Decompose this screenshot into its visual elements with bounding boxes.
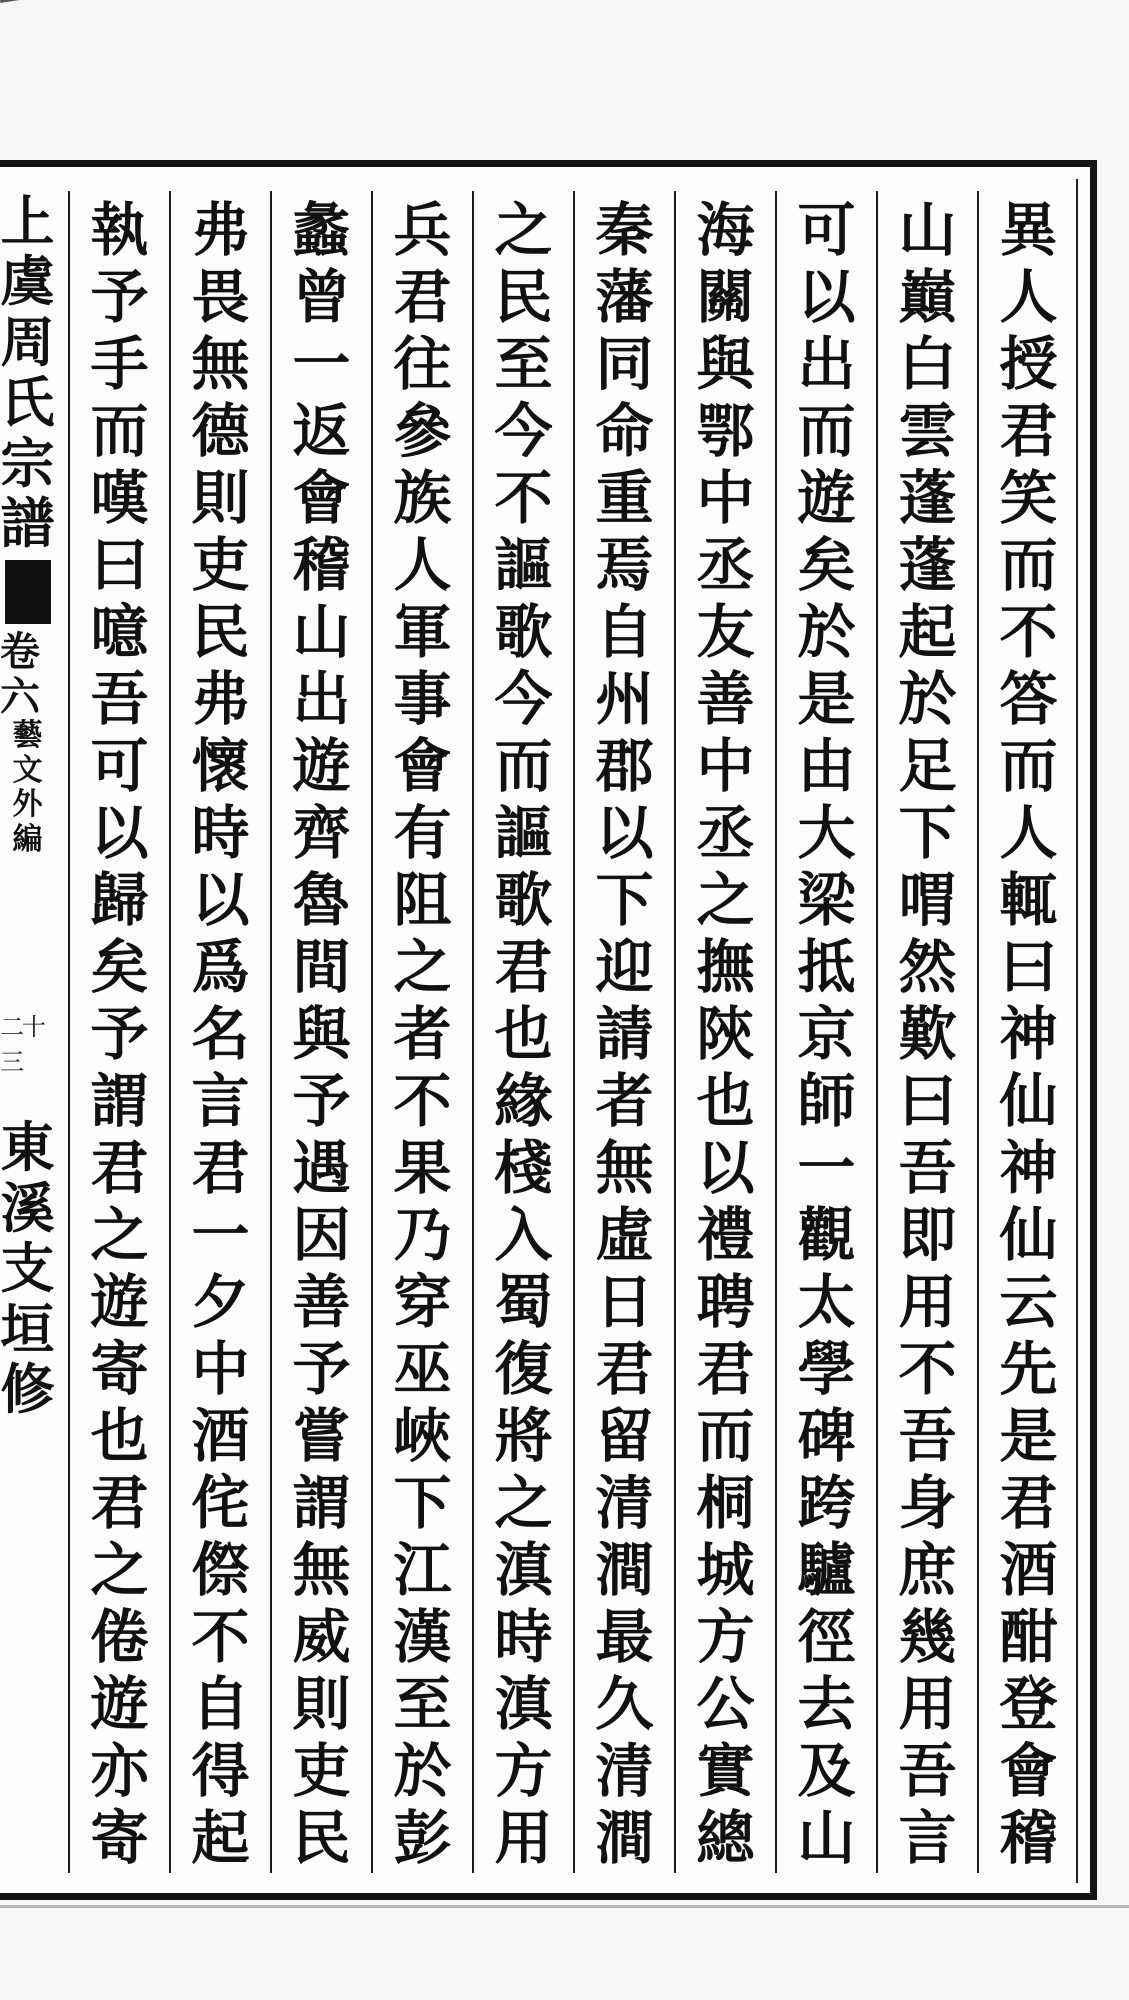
glyph: 予 (292, 1067, 351, 1135)
margin-column (0, 191, 55, 1873)
glyph: 君 (393, 263, 452, 331)
glyph: 吾 (898, 1737, 957, 1805)
glyph: 實 (696, 1737, 755, 1805)
glyph: 丞 (696, 531, 755, 599)
glyph: 巔 (898, 263, 957, 331)
glyph: 用 (898, 1670, 957, 1738)
glyph: 曾 (292, 263, 351, 331)
glyph: 吏 (191, 531, 250, 599)
glyph: 請 (595, 1000, 654, 1068)
glyph: 與 (696, 330, 755, 398)
glyph: 齊 (292, 799, 351, 867)
glyph: 會 (292, 464, 351, 532)
glyph: 藩 (595, 263, 654, 331)
glyph: 噫 (90, 598, 149, 666)
glyph: 跨 (797, 1469, 856, 1537)
glyph: 則 (191, 464, 250, 532)
glyph: 不 (393, 1067, 452, 1135)
glyph: 君 (90, 1469, 149, 1537)
glyph: 云 (999, 1268, 1058, 1336)
glyph: 焉 (595, 531, 654, 599)
glyph: 人 (393, 531, 452, 599)
glyph: 桐 (696, 1469, 755, 1537)
glyph: 之 (494, 1469, 553, 1537)
glyph: 巫 (393, 1335, 452, 1403)
glyph: 學 (797, 1335, 856, 1403)
glyph: 先 (999, 1335, 1058, 1403)
section-label (13, 719, 43, 857)
glyph: 輒 (999, 866, 1058, 934)
glyph: 有 (393, 799, 452, 867)
glyph: 嘆 (90, 464, 149, 532)
glyph: 郡 (595, 732, 654, 800)
glyph: 德 (191, 397, 250, 465)
glyph: 手 (90, 330, 149, 398)
glyph: 稽 (292, 531, 351, 599)
glyph: 抵 (797, 933, 856, 1001)
glyph: 因 (292, 1201, 351, 1269)
page-corner-fold (0, 0, 72, 17)
glyph: 出 (797, 330, 856, 398)
glyph: 滇 (494, 1536, 553, 1604)
glyph: 庶 (898, 1536, 957, 1604)
glyph: 不 (494, 464, 553, 532)
glyph: 倦 (90, 1603, 149, 1671)
hall-name-char: 支 (0, 1236, 55, 1301)
glyph: 與 (292, 1000, 351, 1068)
glyph: 復 (494, 1335, 553, 1403)
glyph: 魯 (292, 866, 351, 934)
glyph: 者 (595, 1067, 654, 1135)
glyph: 中 (696, 464, 755, 532)
glyph: 丞 (696, 799, 755, 867)
glyph: 海 (696, 196, 755, 264)
glyph: 由 (797, 732, 856, 800)
glyph: 予 (90, 263, 149, 331)
glyph: 至 (393, 1670, 452, 1738)
glyph: 謳 (494, 531, 553, 599)
glyph: 曰 (898, 1067, 957, 1135)
glyph: 無 (191, 330, 250, 398)
text-column (270, 191, 371, 1873)
glyph: 身 (898, 1469, 957, 1537)
glyph: 吾 (898, 1134, 957, 1202)
glyph: 事 (393, 665, 452, 733)
text-column (169, 191, 270, 1873)
glyph: 棧 (494, 1134, 553, 1202)
page-frame (0, 160, 1097, 1900)
glyph: 蓬 (898, 531, 957, 599)
glyph: 用 (898, 1268, 957, 1336)
glyph: 而 (999, 531, 1058, 599)
glyph: 可 (90, 732, 149, 800)
glyph: 最 (595, 1603, 654, 1671)
glyph: 君 (90, 1134, 149, 1202)
glyph: 授 (999, 330, 1058, 398)
glyph: 神 (999, 1000, 1058, 1068)
glyph: 用 (494, 1804, 553, 1872)
glyph: 以 (696, 1134, 755, 1202)
glyph: 笑 (999, 464, 1058, 532)
glyph: 去 (797, 1670, 856, 1738)
glyph: 撫 (696, 933, 755, 1001)
glyph: 弗 (191, 665, 250, 733)
glyph: 吾 (898, 1402, 957, 1470)
glyph: 彭 (393, 1804, 452, 1872)
glyph: 酒 (191, 1402, 250, 1470)
glyph: 緣 (494, 1067, 553, 1135)
glyph: 酣 (999, 1603, 1058, 1671)
glyph: 而 (494, 732, 553, 800)
glyph: 遇 (292, 1134, 351, 1202)
glyph: 觀 (797, 1201, 856, 1269)
glyph: 幾 (898, 1603, 957, 1671)
volume-label: 卷六 (0, 627, 40, 720)
glyph: 重 (595, 464, 654, 532)
glyph: 者 (393, 1000, 452, 1068)
glyph: 峽 (393, 1402, 452, 1470)
book-title-char: 氏 (0, 370, 55, 435)
glyph: 蜀 (494, 1268, 553, 1336)
section-char: 編 (12, 821, 43, 857)
glyph: 時 (494, 1603, 553, 1671)
book-title-char: 虞 (0, 249, 55, 314)
glyph: 山 (797, 1804, 856, 1872)
glyph: 穿 (393, 1268, 452, 1336)
glyph: 言 (191, 1067, 250, 1135)
glyph: 清 (595, 1469, 654, 1537)
glyph: 君 (696, 1335, 755, 1403)
text-column (876, 191, 977, 1873)
page-number: 二十三 (0, 1013, 44, 1077)
glyph: 命 (595, 397, 654, 465)
glyph: 爲 (191, 933, 250, 1001)
glyph: 傺 (191, 1536, 250, 1604)
glyph: 喟 (898, 866, 957, 934)
glyph: 澗 (595, 1804, 654, 1872)
glyph: 山 (898, 196, 957, 264)
glyph: 往 (393, 330, 452, 398)
glyph: 一 (191, 1201, 250, 1269)
glyph: 之 (393, 933, 452, 1001)
text-column (775, 191, 876, 1873)
glyph: 之 (696, 866, 755, 934)
glyph: 也 (494, 1000, 553, 1068)
glyph: 梁 (797, 866, 856, 934)
glyph: 民 (292, 1804, 351, 1872)
section-char: 外 (12, 787, 43, 823)
glyph: 以 (595, 799, 654, 867)
glyph: 一 (797, 1134, 856, 1202)
glyph: 族 (393, 464, 452, 532)
glyph: 久 (595, 1670, 654, 1738)
glyph: 民 (191, 598, 250, 666)
glyph: 澗 (595, 1536, 654, 1604)
glyph: 是 (999, 1402, 1058, 1470)
glyph: 曰 (90, 531, 149, 599)
glyph: 謂 (90, 1067, 149, 1135)
fishtail-block (5, 560, 51, 624)
glyph: 果 (393, 1134, 452, 1202)
glyph: 日 (595, 1268, 654, 1336)
glyph: 以 (191, 866, 250, 934)
glyph: 謳 (494, 799, 553, 867)
book-title-char: 上 (0, 191, 55, 253)
glyph: 會 (393, 732, 452, 800)
glyph: 善 (292, 1268, 351, 1336)
hall-name-char: 溪 (0, 1175, 55, 1240)
glyph: 畏 (191, 263, 250, 331)
glyph: 之 (90, 1536, 149, 1604)
glyph: 州 (595, 665, 654, 733)
glyph: 仙 (999, 1201, 1058, 1269)
text-column (472, 191, 573, 1873)
glyph: 足 (898, 732, 957, 800)
glyph: 君 (494, 933, 553, 1001)
glyph: 漢 (393, 1603, 452, 1671)
glyph: 雲 (898, 397, 957, 465)
glyph: 吏 (292, 1737, 351, 1805)
glyph: 而 (797, 397, 856, 465)
glyph: 異 (999, 196, 1058, 264)
glyph: 中 (696, 732, 755, 800)
glyph: 吾 (90, 665, 149, 733)
text-column (573, 191, 674, 1873)
glyph: 山 (292, 598, 351, 666)
glyph: 下 (393, 1469, 452, 1537)
glyph: 弗 (191, 196, 250, 264)
glyph: 言 (898, 1804, 957, 1872)
glyph: 中 (191, 1335, 250, 1403)
glyph: 碑 (797, 1402, 856, 1470)
glyph: 矣 (90, 933, 149, 1001)
glyph: 蠡 (292, 196, 351, 264)
glyph: 神 (999, 1134, 1058, 1202)
glyph: 留 (595, 1402, 654, 1470)
hall-name-char: 垣 (0, 1296, 55, 1361)
glyph: 太 (797, 1268, 856, 1336)
glyph: 無 (595, 1134, 654, 1202)
glyph: 矣 (797, 531, 856, 599)
glyph: 起 (898, 598, 957, 666)
glyph: 兵 (393, 196, 452, 264)
glyph: 方 (696, 1603, 755, 1671)
glyph: 執 (90, 196, 149, 264)
glyph: 參 (393, 397, 452, 465)
glyph: 城 (696, 1536, 755, 1604)
book-title-char: 譜 (0, 491, 55, 556)
glyph: 徑 (797, 1603, 856, 1671)
glyph: 陝 (696, 1000, 755, 1068)
glyph: 歌 (494, 866, 553, 934)
glyph: 得 (191, 1737, 250, 1805)
glyph: 會 (999, 1737, 1058, 1805)
glyph: 白 (898, 330, 957, 398)
text-column (371, 191, 472, 1873)
glyph: 而 (90, 397, 149, 465)
glyph: 夕 (191, 1268, 250, 1336)
glyph: 也 (90, 1402, 149, 1470)
glyph: 於 (393, 1737, 452, 1805)
section-char: 文 (12, 752, 43, 788)
glyph: 將 (494, 1402, 553, 1470)
glyph: 稽 (999, 1804, 1058, 1872)
glyph: 及 (797, 1737, 856, 1805)
glyph: 同 (595, 330, 654, 398)
glyph: 時 (191, 799, 250, 867)
glyph: 歎 (898, 1000, 957, 1068)
glyph: 可 (797, 196, 856, 264)
glyph: 返 (292, 397, 351, 465)
glyph: 不 (999, 598, 1058, 666)
glyph: 而 (696, 1402, 755, 1470)
text-column (977, 191, 1078, 1873)
glyph: 起 (191, 1804, 250, 1872)
glyph: 君 (191, 1134, 250, 1202)
glyph: 今 (494, 397, 553, 465)
glyph: 亦 (90, 1737, 149, 1805)
glyph: 之 (494, 196, 553, 264)
glyph: 民 (494, 263, 553, 331)
glyph: 即 (898, 1201, 957, 1269)
glyph: 聘 (696, 1268, 755, 1336)
glyph: 則 (292, 1670, 351, 1738)
glyph: 之 (90, 1201, 149, 1269)
glyph: 以 (797, 263, 856, 331)
glyph: 寄 (90, 1335, 149, 1403)
glyph: 驢 (797, 1536, 856, 1604)
glyph: 威 (292, 1603, 351, 1671)
hall-name-char: 修 (0, 1357, 55, 1422)
glyph: 於 (898, 665, 957, 733)
glyph: 侘 (191, 1469, 250, 1537)
glyph: 謂 (292, 1469, 351, 1537)
glyph: 公 (696, 1670, 755, 1738)
glyph: 友 (696, 598, 755, 666)
book-title (1, 191, 55, 554)
glyph: 清 (595, 1737, 654, 1805)
text-column (674, 191, 775, 1873)
glyph: 出 (292, 665, 351, 733)
glyph: 迎 (595, 933, 654, 1001)
glyph: 名 (191, 1000, 250, 1068)
glyph: 人 (999, 799, 1058, 867)
glyph: 秦 (595, 196, 654, 264)
glyph: 予 (90, 1000, 149, 1068)
text-column (68, 191, 169, 1873)
glyph: 遊 (292, 732, 351, 800)
hall-name-char: 東 (0, 1115, 55, 1180)
glyph: 不 (898, 1335, 957, 1403)
glyph: 大 (797, 799, 856, 867)
glyph: 歸 (90, 866, 149, 934)
glyph: 以 (90, 799, 149, 867)
glyph: 寄 (90, 1804, 149, 1872)
glyph: 方 (494, 1737, 553, 1805)
glyph: 總 (696, 1804, 755, 1872)
glyph: 君 (999, 397, 1058, 465)
glyph: 入 (494, 1201, 553, 1269)
glyph: 虛 (595, 1201, 654, 1269)
glyph: 酒 (999, 1536, 1058, 1604)
glyph: 是 (797, 665, 856, 733)
glyph: 遊 (90, 1670, 149, 1738)
glyph: 今 (494, 665, 553, 733)
glyph: 曰 (999, 933, 1058, 1001)
glyph: 師 (797, 1067, 856, 1135)
glyph: 遊 (797, 464, 856, 532)
page-bottom-edge (0, 1905, 1129, 1908)
glyph: 江 (393, 1536, 452, 1604)
text-block (0, 179, 1078, 1883)
glyph: 滇 (494, 1670, 553, 1738)
book-title-char: 周 (0, 309, 55, 374)
glyph: 答 (999, 665, 1058, 733)
glyph: 鄂 (696, 397, 755, 465)
glyph: 蓬 (898, 464, 957, 532)
glyph: 也 (696, 1067, 755, 1135)
glyph: 京 (797, 1000, 856, 1068)
glyph: 不 (191, 1603, 250, 1671)
glyph: 然 (898, 933, 957, 1001)
section-char: 藝 (12, 718, 43, 754)
glyph: 歌 (494, 598, 553, 666)
glyph: 至 (494, 330, 553, 398)
glyph: 而 (999, 732, 1058, 800)
glyph: 君 (999, 1469, 1058, 1537)
glyph: 善 (696, 665, 755, 733)
glyph: 君 (595, 1335, 654, 1403)
hall-name (0, 1115, 55, 1422)
glyph: 自 (191, 1670, 250, 1738)
glyph: 予 (292, 1335, 351, 1403)
glyph: 登 (999, 1670, 1058, 1738)
glyph: 仙 (999, 1067, 1058, 1135)
book-title-char: 宗 (0, 430, 55, 495)
glyph: 遊 (90, 1268, 149, 1336)
glyph: 於 (797, 598, 856, 666)
glyph: 禮 (696, 1201, 755, 1269)
glyph: 懷 (191, 732, 250, 800)
glyph: 下 (595, 866, 654, 934)
glyph: 一 (292, 330, 351, 398)
glyph: 人 (999, 263, 1058, 331)
glyph: 下 (898, 799, 957, 867)
glyph: 關 (696, 263, 755, 331)
glyph: 阻 (393, 866, 452, 934)
glyph: 無 (292, 1536, 351, 1604)
glyph: 自 (595, 598, 654, 666)
glyph: 乃 (393, 1201, 452, 1269)
glyph: 嘗 (292, 1402, 351, 1470)
glyph: 軍 (393, 598, 452, 666)
glyph: 間 (292, 933, 351, 1001)
